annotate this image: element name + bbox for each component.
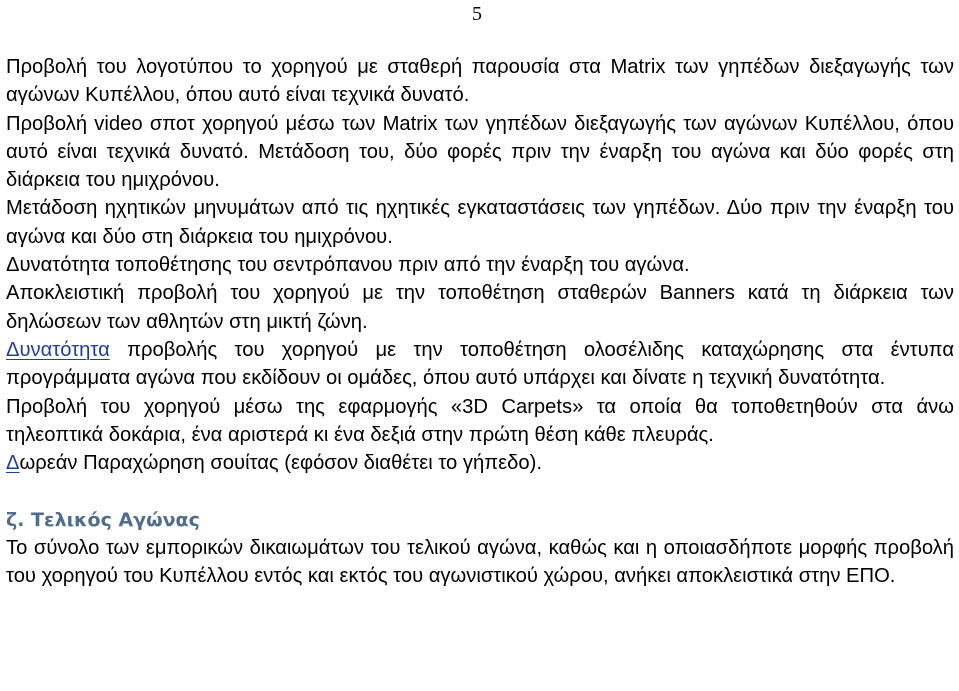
- programmes-link[interactable]: Δυνατότητα: [6, 338, 110, 361]
- paragraph-printed-programmes: [6, 336, 954, 393]
- paragraph-video-spot: Προβολή video σποτ χορηγού μέσω των Matrix των γηπέδων διεξαγωγής των αγώνων Κυπέλλου, όπου αυτό είναι τεχνικά δυνατό. Μετάδοση του, δύο φορές πριν την έναρξη του αγώνα και δύο φορές στη διάρκεια του ημιχρόνου.: [6, 112, 954, 192]
- paragraph-suite: [6, 449, 954, 477]
- suite-link[interactable]: Δ: [6, 452, 20, 475]
- suite-text: ωρεάν Παραχώρηση σουίτας (εφόσον διαθέτει το γήπεδο).: [19, 452, 542, 475]
- paragraph-matrix-logo: Προβολή του λογοτύπου το χορηγού με σταθερή παρουσία στα Matrix των γηπέδων διεξαγωγής των αγώνων Κυπέλλου, όπου αυτό είναι τεχνικά δυνατό.: [6, 56, 954, 107]
- paragraph-final-rights: Το σύνολο των εμπορικών δικαιωμάτων του τελικού αγώνα, καθώς και η οποιασδήποτε μορφής προβολή του χορηγού του Κυπέλλου εντός και εκτός του αγωνιστικού χώρου, ανήκει αποκλειστικά στην ΕΠΟ.: [6, 537, 954, 588]
- paragraph-3d-carpets: Προβολή του χορηγού μέσω της εφαρμογής «3D Carpets» τα οποία θα τοποθετηθούν στα άνω τηλεοπτικά δοκάρια, ένα αριστερά κι ένα δεξιά στην πρώτη θέση κάθε πλευράς.: [6, 395, 954, 446]
- programmes-text: προβολής του χορηγού με την τοποθέτηση ολοσέλιδης καταχώρησης στα έντυπα προγράμματα αγώνα που εκδίδουν οι ομάδες, όπου αυτό υπάρχει και δίνατε η τεχνική δυνατότητα.: [6, 338, 954, 390]
- document-body: [6, 53, 954, 591]
- paragraph-audio-messages: Μετάδοση ηχητικών μηνυμάτων από τις ηχητικές εγκαταστάσεις των γηπέδων. Δύο πριν την έναρξη του αγώνα και δύο στη διάρκεια του ημιχρόνου.: [6, 197, 954, 248]
- page-number: 5: [472, 3, 482, 25]
- paragraph-mixed-zone-banners: Αποκλειστική προβολή του χορηγού με την τοποθέτηση σταθερών Banners κατά τη διάρκεια των δηλώσεων των αθλητών στη μικτή ζώνη.: [6, 282, 954, 333]
- section-heading-final: ζ. Τελικός Αγώνας: [6, 508, 200, 531]
- paragraph-centre-banner: Δυνατότητα τοποθέτησης του σεντρόπανου πριν από την έναρξη του αγώνα.: [6, 254, 690, 277]
